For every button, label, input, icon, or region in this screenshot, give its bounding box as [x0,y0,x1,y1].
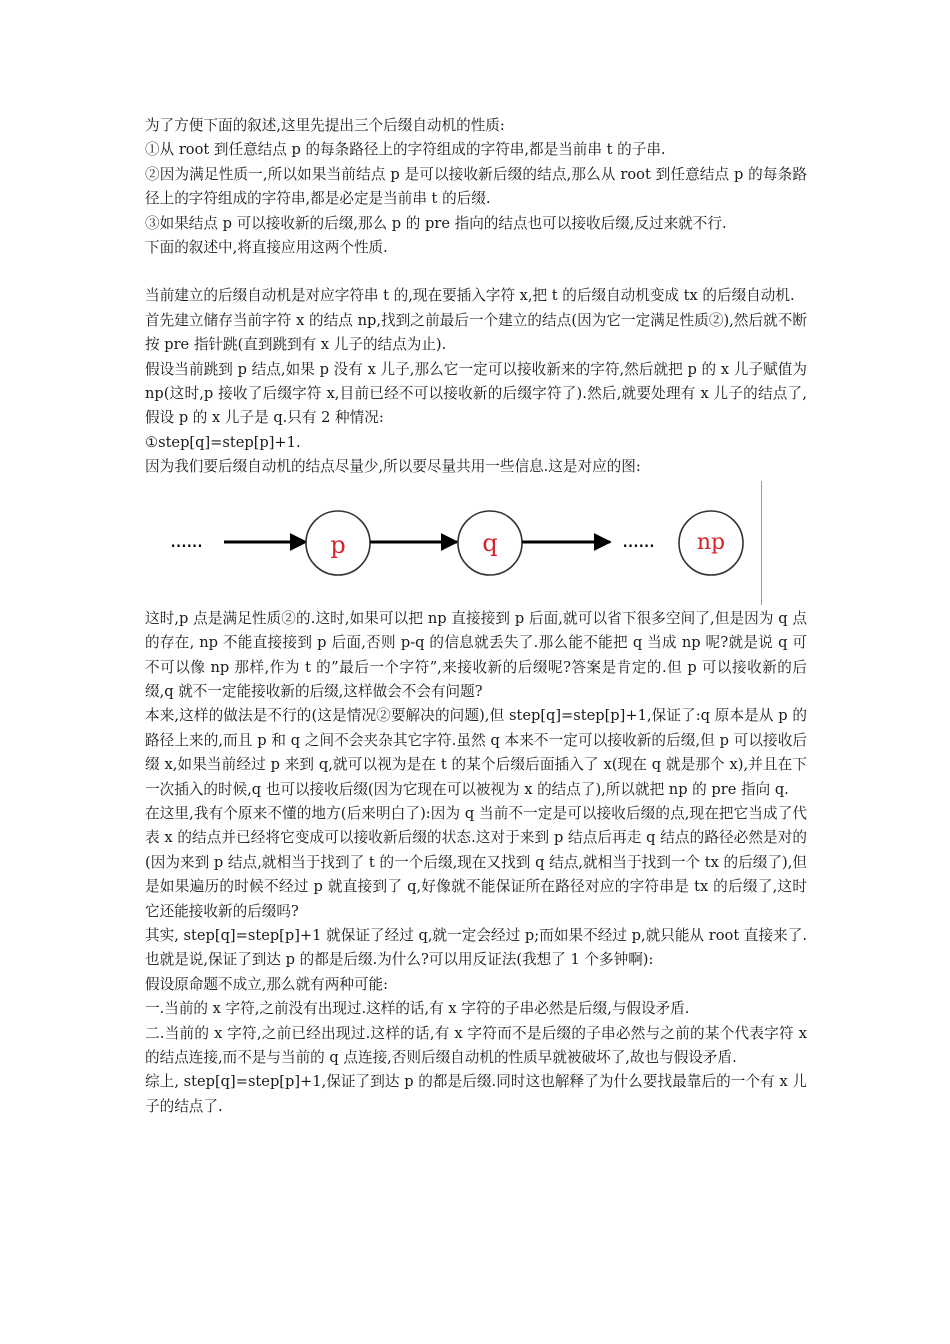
after-para-1: 这时,p 点是满足性质②的.这时,如果可以把 np 直接接到 p 后面,就可以省下很多空间了,但是因为 q 点的存在, np 不能直接接到 p 后面,否则 p-q 的信息就丢失了.那么能不能把 q 当成 np 呢?就是说 q 可不可以像 np 那样,作为 t 的”最后一个字符”,来接收新的后缀呢?答案是肯定的.但 p 可以接收新的后缀,q 就不一定能接收新的后缀,这样做会不会有问题? [145,609,807,700]
after-para-6: 一.当前的 x 字符,之前没有出现过.这样的话,有 x 字符的子串必然是后缀,与假设矛盾. [145,1000,690,1018]
section-para-3: 假设当前跳到 p 结点,如果 p 没有 x 儿子,那么它一定可以接收新来的字符,然后就把 p 的 x 儿子赋值为 np(这时,p 接收了后缀字符 x,目前已经不可以接收新的后缀字符了).然后,就要处理有 x 儿子的结点了,假设 p 的 x 儿子是 q.只有 2 种情况: [145,360,807,427]
intro-line-5: 下面的叙述中,将直接应用这两个性质. [145,239,388,257]
node-p-label: p [330,530,346,559]
property-1: ①从 root 到任意结点 p 的每条路径上的字符组成的字符串,都是当前串 t 的子串. [145,141,666,159]
after-para-2: 本来,这样的做法是不行的(这是情况②要解决的问题),但 step[q]=step[p]+1,保证了:q 原本是从 p 的路径上来的,而且 p 和 q 之间不会夹杂其它字符.虽然 q 本来不一定可以接收新的后缀,但 p 可以接收后缀 x,如果当前经过 p 来到 q,就可以视为是在 t 的某个后缀后面插入了 x(现在 q 就是那个 x),并且在下一次插入的时候,q 也可以接收后缀(因为它现在可以被视为 x 的结点了),所以就把 np 的 pre 指向 q. [145,707,807,798]
node-q-label: q [482,528,498,557]
after-para-8: 综上, step[q]=step[p]+1,保证了到达 p 的都是后缀.同时这也解释了为什么要找最靠后的一个有 x 儿子的结点了. [145,1073,807,1115]
automaton-diagram [144,481,806,607]
property-2: ②因为满足性质一,所以如果当前结点 p 是可以接收新后缀的结点,那么从 root 到任意结点 p 的每条路径上的字符组成的字符串,都是必定是当前串 t 的后缀. [145,165,807,208]
document-page [145,114,807,1119]
figure-border-line [761,481,762,605]
property-3: ③如果结点 p 可以接收新的后缀,那么 p 的 pre 指向的结点也可以接收后缀,反过来就不行. [145,214,727,232]
node-np-label: np [696,529,726,555]
after-para-3: 在这里,我有个原来不懂的地方(后来明白了):因为 q 当前不一定是可以接收后缀的点,现在把它当成了代表 x 的结点并已经将它变成可以接收新后缀的状态.这对于来到 p 结点后再走 q 结点的路径必然是对的(因为来到 p 结点,就相当于找到了 t 的一个后缀,现在又找到 q 结点,就相当于找到一个 tx 的后缀了),但是如果遍历的时候不经过 p 就直接到了 q,好像就不能保证所在路径对应的字符串是 tx 的后缀了,这时它还能接收新的后缀吗? [145,804,807,920]
section-para-5: 因为我们要后缀自动机的结点尽量少,所以要尽量共用一些信息.这是对应的图: [145,458,641,476]
diagram-svg [144,481,764,605]
dots-right: ...... [622,527,655,552]
after-para-5: 假设原命题不成立,那么就有两种可能: [145,975,389,993]
case-1-heading: ①step[q]=step[p]+1. [145,433,301,451]
section-para-1: 当前建立的后缀自动机是对应字符串 t 的,现在要插入字符 x,把 t 的后缀自动机变成 tx 的后缀自动机. [145,287,795,305]
section-para-2: 首先建立储存当前字符 x 的结点 np,找到之前最后一个建立的结点(因为它一定满足性质②),然后就不断按 pre 指针跳(直到跳到有 x 儿子的结点为止). [145,311,807,354]
dots-left: ...... [170,527,203,552]
blank-line [145,260,807,284]
after-para-4: 其实, step[q]=step[p]+1 就保证了经过 q,就一定会经过 p;而如果不经过 p,就只能从 root 直接来了.也就是说,保证了到达 p 的都是后缀.为什么?可以用反证法(我想了 1 个多钟啊): [145,926,807,969]
after-para-7: 二.当前的 x 字符,之前已经出现过.这样的话,有 x 字符而不是后缀的子串必然与之前的某个代表字符 x 的结点连接,而不是与当前的 q 点连接,否则后缀自动机的性质早就被破坏了,故也与假设矛盾. [145,1024,807,1066]
intro-line-1: 为了方便下面的叙述,这里先提出三个后缀自动机的性质: [145,117,505,134]
